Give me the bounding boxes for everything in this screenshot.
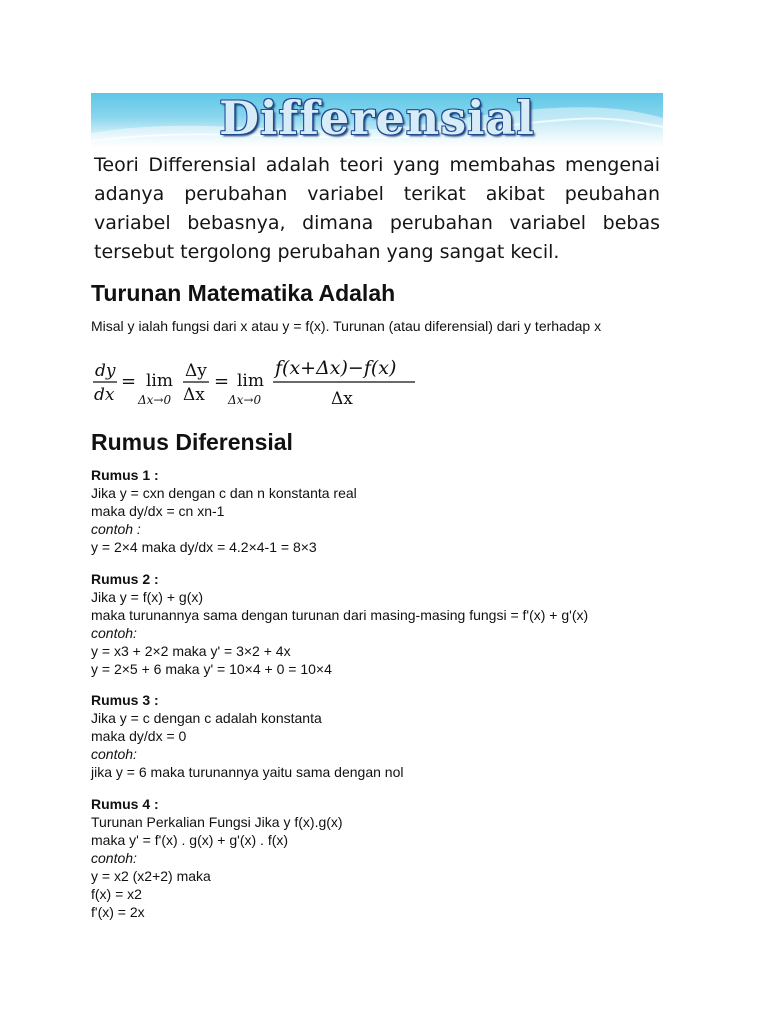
banner-title: Differensial xyxy=(219,93,535,145)
banner-description: Teori Differensial adalah teori yang membahas mengenai adanya perubahan variabel terikat akibat peubahan variabel bebasnya, dimana perubahan variabel bebas tersebut tergolong perubahan yang sangat kecil. xyxy=(94,154,660,263)
rumus-line: Jika y = c dengan c adalah konstanta xyxy=(91,710,322,726)
example-line: y = x3 + 2×2 maka y' = 3×2 + 4x xyxy=(91,643,291,659)
svg-text:lim: lim xyxy=(237,371,264,391)
svg-text:=: = xyxy=(214,371,230,392)
heading-rumus-diferensial: Rumus Diferensial xyxy=(91,429,293,455)
rumus-title: Rumus 3 : xyxy=(91,692,159,708)
banner-header xyxy=(91,93,663,147)
rumus-title: Rumus 4 : xyxy=(91,796,159,812)
svg-text:Δy: Δy xyxy=(185,361,207,381)
svg-text:dy: dy xyxy=(95,361,116,381)
svg-text:dx: dx xyxy=(94,385,115,405)
contoh-label: contoh: xyxy=(91,625,137,641)
contoh-label: contoh : xyxy=(91,521,141,537)
rumus-line: Jika y = cxn dengan c dan n konstanta real xyxy=(91,485,357,501)
svg-text:Δx: Δx xyxy=(183,385,205,405)
contoh-label: contoh: xyxy=(91,850,137,866)
rumus-line: maka dy/dx = cn xn-1 xyxy=(91,503,225,519)
rumus-title: Rumus 1 : xyxy=(91,467,159,483)
example-line: y = 2×4 maka dy/dx = 4.2×4-1 = 8×3 xyxy=(91,539,317,555)
svg-text:Δx→0: Δx→0 xyxy=(228,393,262,407)
example-line: f(x) = x2 xyxy=(91,886,142,902)
rumus-4-block xyxy=(91,795,343,921)
example-line: y = 2×5 + 6 maka y' = 10×4 + 0 = 10×4 xyxy=(91,661,332,677)
derivative-formula-image xyxy=(91,352,421,417)
rumus-2-block xyxy=(91,570,588,678)
rumus-3-block xyxy=(91,691,403,781)
example-line: y = x2 (x2+2) maka xyxy=(91,868,211,884)
contoh-label: contoh: xyxy=(91,746,137,762)
svg-text:=: = xyxy=(121,371,137,392)
rumus-line: maka y' = f'(x) . g(x) + g'(x) . f(x) xyxy=(91,832,289,848)
svg-text:f(x+Δx)−f(x): f(x+Δx)−f(x) xyxy=(275,357,397,379)
heading-turunan-matematika: Turunan Matematika Adalah xyxy=(91,280,396,306)
banner-image xyxy=(91,93,663,263)
example-line: jika y = 6 maka turunannya yaitu sama dengan nol xyxy=(91,764,404,780)
intro-paragraph: Misal y ialah fungsi dari x atau y = f(x). Turunan (atau diferensial) dari y terhadap x xyxy=(91,318,602,334)
rumus-line: Turunan Perkalian Fungsi Jika y f(x).g(x) xyxy=(91,814,343,830)
svg-text:Δx: Δx xyxy=(331,389,353,409)
rumus-title: Rumus 2 : xyxy=(91,571,159,587)
svg-text:Δx→0: Δx→0 xyxy=(138,393,172,407)
rumus-line: maka dy/dx = 0 xyxy=(91,728,187,744)
example-line: f'(x) = 2x xyxy=(91,904,145,920)
svg-text:lim: lim xyxy=(146,371,173,391)
rumus-1-block xyxy=(91,466,357,556)
rumus-line: maka turunannya sama dengan turunan dari masing-masing fungsi = f'(x) + g'(x) xyxy=(91,607,589,623)
rumus-line: Jika y = f(x) + g(x) xyxy=(91,589,204,605)
